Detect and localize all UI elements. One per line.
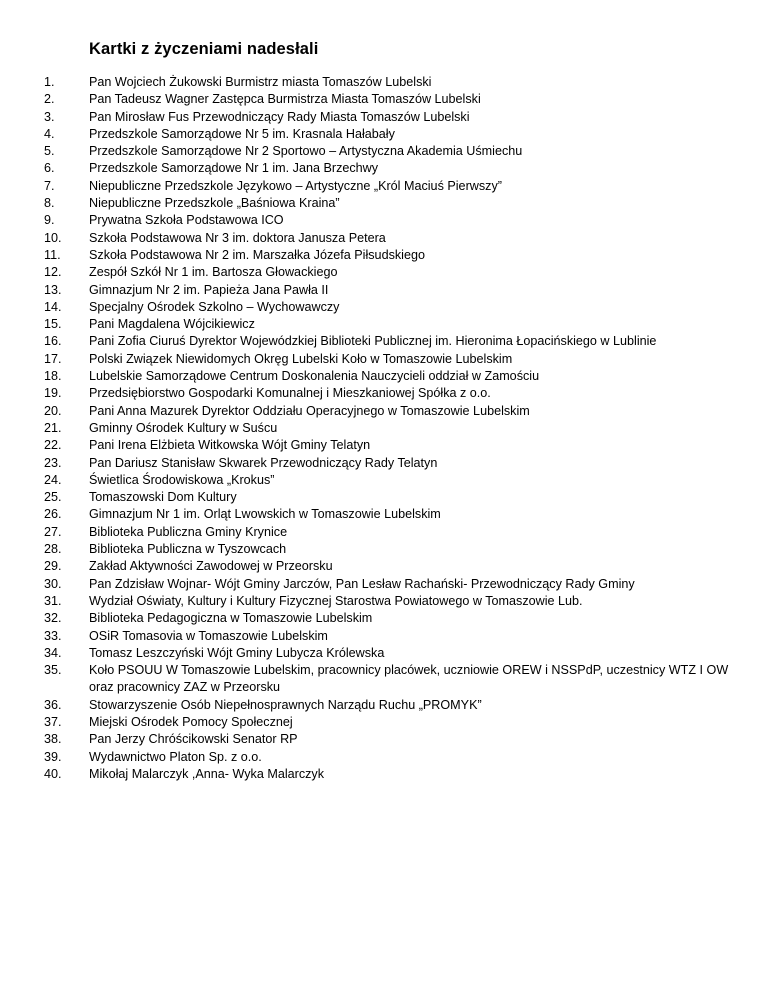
list-item [44, 91, 744, 108]
list-item [44, 489, 744, 506]
list-item [44, 506, 744, 523]
list-item-number: 13. [44, 282, 62, 297]
list-item [44, 247, 744, 264]
list-item-number: 18. [44, 369, 62, 384]
list-item-number: 24. [44, 472, 62, 487]
list-item-text: Pani Irena Elżbieta Witkowska Wójt Gminy Telatyn [89, 438, 371, 453]
list-item-number: 27. [44, 524, 62, 539]
list-item-number: 21. [44, 420, 62, 435]
list-item-number: 26. [44, 507, 62, 522]
list-item [44, 472, 744, 489]
list-item [44, 351, 744, 368]
list-item [44, 576, 744, 593]
list-item-number: 32. [44, 611, 62, 626]
list-item-number: 25. [44, 490, 62, 505]
list-item [44, 195, 744, 212]
list-item-number: 22. [44, 438, 62, 453]
list-item [44, 697, 744, 714]
list-item [44, 437, 744, 454]
list-item-number: 34. [44, 645, 62, 660]
list-item-number: 35. [44, 663, 62, 678]
list-item-text: Biblioteka Pedagogiczna w Tomaszowie Lubelskim [89, 611, 373, 626]
list-item-number: 30. [44, 576, 62, 591]
list-item-text: Biblioteka Publiczna w Tyszowcach [89, 542, 287, 557]
list-item-text: Koło PSOUU W Tomaszowie Lubelskim, pracownicy placówek, uczniowie OREW i NSSPdP, uczestnicy WTZ I OW oraz pracownicy ZAZ w Przeorsku [89, 663, 729, 695]
list-item [44, 558, 744, 575]
list-item-text: Biblioteka Publiczna Gminy Krynice [89, 524, 288, 539]
list-item-number: 38. [44, 732, 62, 747]
list-item [44, 316, 744, 333]
list-item-number: 9. [44, 213, 55, 228]
list-item-number: 14. [44, 299, 62, 314]
list-item [44, 282, 744, 299]
list-item [44, 645, 744, 662]
senders-list [44, 74, 744, 783]
list-item-text: Lubelskie Samorządowe Centrum Doskonalenia Nauczycieli oddział w Zamościu [89, 369, 540, 384]
list-item-text: Przedszkole Samorządowe Nr 1 im. Jana Brzechwy [89, 161, 379, 176]
list-item-number: 6. [44, 161, 55, 176]
list-item [44, 385, 744, 402]
list-item [44, 628, 744, 645]
list-item-text: Niepubliczne Przedszkole „Baśniowa Kraina” [89, 196, 340, 211]
list-item [44, 749, 744, 766]
list-item-text: Gimnazjum Nr 2 im. Papieża Jana Pawła II [89, 282, 329, 297]
list-item-number: 16. [44, 334, 62, 349]
list-item-number: 4. [44, 126, 55, 141]
list-item-text: Stowarzyszenie Osób Niepełnosprawnych Narządu Ruchu „PROMYK” [89, 697, 482, 712]
list-item-text: Zespół Szkół Nr 1 im. Bartosza Głowackiego [89, 265, 338, 280]
list-item-text: Gimnazjum Nr 1 im. Orląt Lwowskich w Tomaszowie Lubelskim [89, 507, 441, 522]
list-item-number: 11. [44, 247, 61, 262]
list-item-number: 2. [44, 92, 55, 107]
list-item-number: 28. [44, 542, 62, 557]
list-item-text: OSiR Tomasovia w Tomaszowie Lubelskim [89, 628, 328, 643]
list-item-text: Szkoła Podstawowa Nr 2 im. Marszałka Józefa Piłsudskiego [89, 247, 425, 262]
list-item [44, 299, 744, 316]
list-item-number: 15. [44, 317, 62, 332]
list-item-number: 23. [44, 455, 62, 470]
list-item [44, 264, 744, 281]
list-item-text: Pan Mirosław Fus Przewodniczący Rady Miasta Tomaszów Lubelski [89, 109, 470, 124]
page-title: Kartki z życzeniami nadesłali [89, 40, 319, 58]
list-item [44, 610, 744, 627]
list-item-text: Pan Jerzy Chróścikowski Senator RP [89, 732, 298, 747]
list-item [44, 731, 744, 748]
list-item-text: Pani Anna Mazurek Dyrektor Oddziału Operacyjnego w Tomaszowie Lubelskim [89, 403, 530, 418]
list-item-text: Szkoła Podstawowa Nr 3 im. doktora Janusza Petera [89, 230, 386, 245]
list-item-text: Pan Tadeusz Wagner Zastępca Burmistrza Miasta Tomaszów Lubelski [89, 92, 481, 107]
list-item [44, 714, 744, 731]
list-item-number: 8. [44, 196, 55, 211]
list-item-number: 1. [44, 75, 55, 89]
list-item [44, 160, 744, 177]
list-item-text: Wydawnictwo Platon Sp. z o.o. [89, 749, 262, 764]
list-item-text: Wydział Oświaty, Kultury i Kultury Fizycznej Starostwa Powiatowego w Tomaszowie Lub. [89, 593, 583, 608]
list-item [44, 593, 744, 610]
list-item [44, 524, 744, 541]
list-item-text: Prywatna Szkoła Podstawowa ICO [89, 213, 284, 228]
list-item-number: 31. [44, 593, 62, 608]
list-item-text: Gminny Ośrodek Kultury w Suścu [89, 420, 278, 435]
list-item [44, 212, 744, 229]
list-item [44, 333, 744, 350]
list-item [44, 178, 744, 195]
list-item-text: Pan Zdzisław Wojnar- Wójt Gminy Jarczów, Pan Lesław Rachański- Przewodniczący Rady Gminy [89, 576, 635, 591]
list-item-number: 36. [44, 697, 62, 712]
list-item-number: 5. [44, 144, 55, 159]
list-item [44, 126, 744, 143]
list-item-text: Pani Zofia Ciuruś Dyrektor Wojewódzkiej Biblioteki Publicznej im. Hieronima Łopacińskiego w Lublinie [89, 334, 657, 349]
list-item-text: Miejski Ośrodek Pomocy Społecznej [89, 714, 293, 729]
list-item [44, 230, 744, 247]
list-item-text: Mikołaj Malarczyk ,Anna- Wyka Malarczyk [89, 766, 325, 781]
list-item [44, 368, 744, 385]
list-item [44, 541, 744, 558]
list-item-number: 17. [44, 351, 62, 366]
list-item-text: Przedszkole Samorządowe Nr 2 Sportowo – Artystyczna Akademia Uśmiechu [89, 144, 523, 159]
list-item [44, 403, 744, 420]
list-item-number: 20. [44, 403, 62, 418]
list-item [44, 455, 744, 472]
list-item-text: Zakład Aktywności Zawodowej w Przeorsku [89, 559, 333, 574]
list-item-number: 39. [44, 749, 62, 764]
list-item-text: Pan Dariusz Stanisław Skwarek Przewodniczący Rady Telatyn [89, 455, 438, 470]
list-item-number: 3. [44, 109, 55, 124]
list-item-text: Tomasz Leszczyński Wójt Gminy Lubycza Królewska [89, 645, 385, 660]
list-item-text: Świetlica Środowiskowa „Krokus” [89, 472, 275, 487]
list-item [44, 109, 744, 126]
list-item-number: 33. [44, 628, 62, 643]
list-item-text: Pani Magdalena Wójcikiewicz [89, 317, 255, 332]
list-item [44, 766, 744, 783]
list-item-number: 29. [44, 559, 62, 574]
list-item [44, 74, 744, 91]
list-item [44, 420, 744, 437]
list-item [44, 662, 744, 697]
list-item-number: 12. [44, 265, 62, 280]
list-item-text: Tomaszowski Dom Kultury [89, 490, 237, 505]
list-item [44, 143, 744, 160]
list-item-text: Niepubliczne Przedszkole Językowo – Artystyczne „Król Maciuś Pierwszy” [89, 178, 502, 193]
list-item-number: 40. [44, 766, 62, 781]
list-item-text: Polski Związek Niewidomych Okręg Lubelski Koło w Tomaszowie Lubelskim [89, 351, 513, 366]
list-item-text: Przedszkole Samorządowe Nr 5 im. Krasnala Hałabały [89, 126, 395, 141]
list-item-number: 10. [44, 230, 62, 245]
list-item-number: 19. [44, 386, 62, 401]
list-item-text: Pan Wojciech Żukowski Burmistrz miasta Tomaszów Lubelski [89, 75, 432, 89]
list-item-text: Specjalny Ośrodek Szkolno – Wychowawczy [89, 299, 340, 314]
list-item-number: 37. [44, 714, 62, 729]
list-item-number: 7. [44, 178, 55, 193]
list-item-text: Przedsiębiorstwo Gospodarki Komunalnej i Mieszkaniowej Spółka z o.o. [89, 386, 491, 401]
